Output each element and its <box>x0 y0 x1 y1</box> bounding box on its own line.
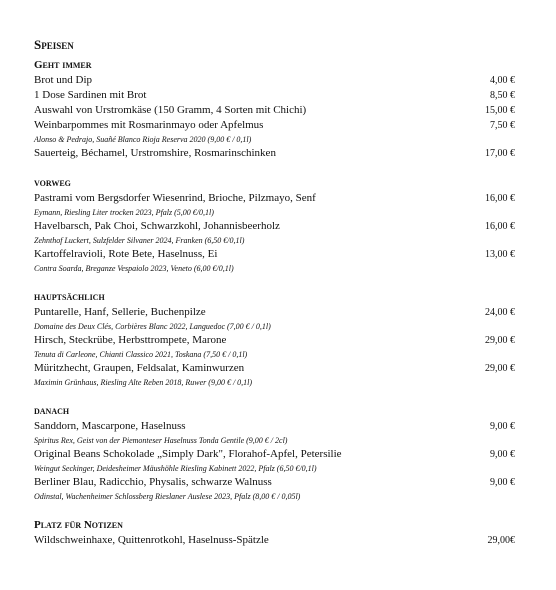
dish-name: Havelbarsch, Pak Choi, Schwarzkohl, Johannisbeerholz <box>34 220 280 232</box>
wine-pairing: Tenuta di Carleone, Chianti Classico 2021, Toskana (7,50 € / 0,1l) <box>34 350 248 359</box>
menu-section <box>34 291 515 389</box>
menu-section <box>34 405 515 503</box>
menu-section <box>34 59 515 161</box>
menu-item <box>34 247 515 262</box>
menu-item <box>34 419 515 434</box>
menu-item <box>34 533 515 548</box>
section-heading: hauptsächlich <box>34 291 105 303</box>
dish-name: Weinbarpommes mit Rosmarinmayo oder Apfelmus <box>34 119 264 131</box>
dish-price: 9,00 € <box>490 421 515 432</box>
menu-item <box>34 447 515 462</box>
dish-price: 16,00 € <box>485 193 515 204</box>
menu-item <box>34 219 515 234</box>
wine-pairing: Zehnthof Luckert, Sulzfelder Silvaner 2024, Franken (6,50 €/0,1l) <box>34 236 245 245</box>
section-heading: vorweg <box>34 177 71 189</box>
dish-price: 9,00 € <box>490 477 515 488</box>
dish-name: Original Beans Schokolade „Simply Dark", Florahof-Apfel, Petersilie <box>34 448 342 460</box>
dish-name: Pastrami vom Bergsdorfer Wiesenrind, Brioche, Pilzmayo, Senf <box>34 192 316 204</box>
dish-price: 29,00 € <box>485 335 515 346</box>
dish-price: 17,00 € <box>485 148 515 159</box>
menu-item <box>34 103 515 118</box>
menu-section <box>34 177 515 275</box>
dish-price: 4,00 € <box>490 75 515 86</box>
menu-item <box>34 88 515 103</box>
wine-pairing: Odinstal, Wachenheimer Schlossberg Rieslaner Auslese 2023, Pfalz (8,00 € / 0,05l) <box>34 492 301 501</box>
dish-name: Berliner Blau, Radicchio, Physalis, schwarze Walnuss <box>34 476 272 488</box>
menu-section <box>34 519 515 548</box>
dish-name: Sauerteig, Béchamel, Urstromshire, Rosmarinschinken <box>34 147 276 159</box>
menu-sections <box>34 59 515 548</box>
section-heading: Platz für Notizen <box>34 519 123 531</box>
menu-item <box>34 305 515 320</box>
wine-pairing: Weingut Seckinger, Deidesheimer Mäushöhle Riesling Kabinett 2022, Pfalz (6,50 €/0,1l) <box>34 464 317 473</box>
dish-name: Brot und Dip <box>34 74 93 86</box>
menu-item <box>34 333 515 348</box>
menu-item <box>34 361 515 376</box>
section-heading: Geht immer <box>34 59 92 71</box>
dish-price: 9,00 € <box>490 449 515 460</box>
wine-pairing: Maximin Grünhaus, Riesling Alte Reben 2018, Ruwer (9,00 € / 0,1l) <box>34 378 253 387</box>
wine-pairing: Contra Soarda, Breganze Vespaiolo 2023, Veneto (6,00 €/0,1l) <box>34 264 234 273</box>
dish-name: Wildschweinhaxe, Quittenrotkohl, Haselnuss-Spätzle <box>34 534 269 546</box>
wine-pairing: Alonso & Pedrajo, Suañé Blanco Rioja Reserva 2020 (9,00 € / 0,1l) <box>34 135 252 144</box>
menu-title: Speisen <box>34 37 74 52</box>
menu-item <box>34 191 515 206</box>
dish-price: 16,00 € <box>485 221 515 232</box>
dish-price: 29,00€ <box>487 535 515 546</box>
wine-pairing: Spiritus Rex, Geist von der Piemonteser Haselnuss Tonda Gentile (9,00 € / 2cl) <box>34 436 288 445</box>
menu-item <box>34 146 515 161</box>
wine-pairing: Eymann, Riesling Liter trocken 2023, Pfalz (5,00 €/0,1l) <box>34 208 214 217</box>
menu-item <box>34 73 515 88</box>
wine-pairing: Domaine des Deux Clés, Corbières Blanc 2022, Languedoc (7,00 € / 0,1l) <box>34 322 271 331</box>
dish-name: Auswahl von Urstromkäse (150 Gramm, 4 Sorten mit Chichi) <box>34 104 307 116</box>
dish-price: 24,00 € <box>485 307 515 318</box>
menu-item <box>34 475 515 490</box>
dish-price: 7,50 € <box>490 120 515 131</box>
dish-price: 8,50 € <box>490 90 515 101</box>
dish-name: Puntarelle, Hanf, Sellerie, Buchenpilze <box>34 306 206 318</box>
dish-name: Hirsch, Steckrübe, Herbsttrompete, Marone <box>34 334 227 346</box>
section-heading: danach <box>34 405 70 417</box>
dish-price: 15,00 € <box>485 105 515 116</box>
dish-price: 13,00 € <box>485 249 515 260</box>
dish-name: 1 Dose Sardinen mit Brot <box>34 89 147 101</box>
menu-page <box>34 38 515 548</box>
menu-item <box>34 118 515 133</box>
dish-name: Sanddorn, Mascarpone, Haselnuss <box>34 420 186 432</box>
dish-price: 29,00 € <box>485 363 515 374</box>
dish-name: Kartoffelravioli, Rote Bete, Haselnuss, Ei <box>34 248 218 260</box>
dish-name: Müritzhecht, Graupen, Feldsalat, Kaminwurzen <box>34 362 245 374</box>
